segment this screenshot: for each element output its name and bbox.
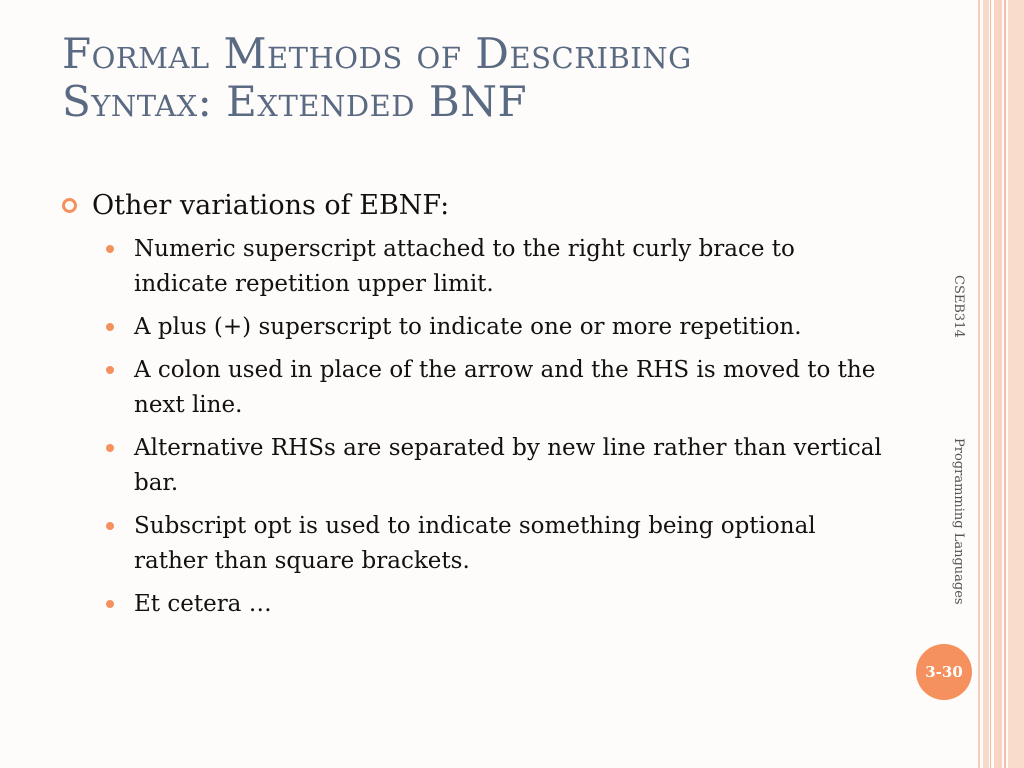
sub-bullet-text: A colon used in place of the arrow and the RHS is moved to the next line. bbox=[134, 357, 876, 418]
decor-stripe bbox=[1004, 0, 1006, 768]
sub-bullet-text: Et cetera … bbox=[134, 591, 272, 617]
sub-bullet-item bbox=[106, 353, 892, 423]
page-number-badge: 3-30 bbox=[916, 644, 972, 700]
slide-title-line-1: Formal Methods of Describing bbox=[62, 29, 692, 78]
sub-bullet-item bbox=[106, 587, 892, 622]
decor-stripe bbox=[994, 0, 1002, 768]
sub-bullet-list bbox=[62, 232, 892, 622]
dot-bullet-icon bbox=[106, 509, 134, 530]
sub-bullet-item bbox=[106, 310, 892, 345]
decor-stripe bbox=[1008, 0, 1024, 768]
dot-bullet-icon bbox=[106, 587, 134, 608]
decor-stripe bbox=[983, 0, 989, 768]
sub-bullet-text: Subscript opt is used to indicate something being optional rather than square brackets. bbox=[134, 513, 816, 574]
slide-title-line-2: Syntax: Extended BNF bbox=[62, 77, 528, 126]
ring-bullet-icon bbox=[62, 186, 92, 213]
main-bullet-text: Other variations of EBNF: bbox=[92, 190, 450, 221]
dot-bullet-icon bbox=[106, 310, 134, 331]
main-bullet bbox=[62, 186, 892, 226]
sub-bullet-text: Numeric superscript attached to the right curly brace to indicate repetition upper limit. bbox=[134, 236, 795, 297]
dot-bullet-icon bbox=[106, 232, 134, 253]
side-course-code: CSEB314 bbox=[951, 275, 966, 338]
sub-bullet-text: Alternative RHSs are separated by new line rather than vertical bar. bbox=[134, 435, 882, 496]
sub-bullet-item bbox=[106, 509, 892, 579]
dot-bullet-icon bbox=[106, 353, 134, 374]
decor-stripe bbox=[990, 0, 991, 768]
slide-content bbox=[62, 186, 892, 630]
dot-bullet-icon bbox=[106, 431, 134, 452]
slide-title bbox=[62, 30, 922, 126]
sub-bullet-text: A plus (+) superscript to indicate one or more repetition. bbox=[134, 314, 802, 340]
sub-bullet-item bbox=[106, 431, 892, 501]
decor-stripe bbox=[978, 0, 980, 768]
sub-bullet-item bbox=[106, 232, 892, 302]
side-subject-name: Programming Languages bbox=[951, 438, 966, 605]
